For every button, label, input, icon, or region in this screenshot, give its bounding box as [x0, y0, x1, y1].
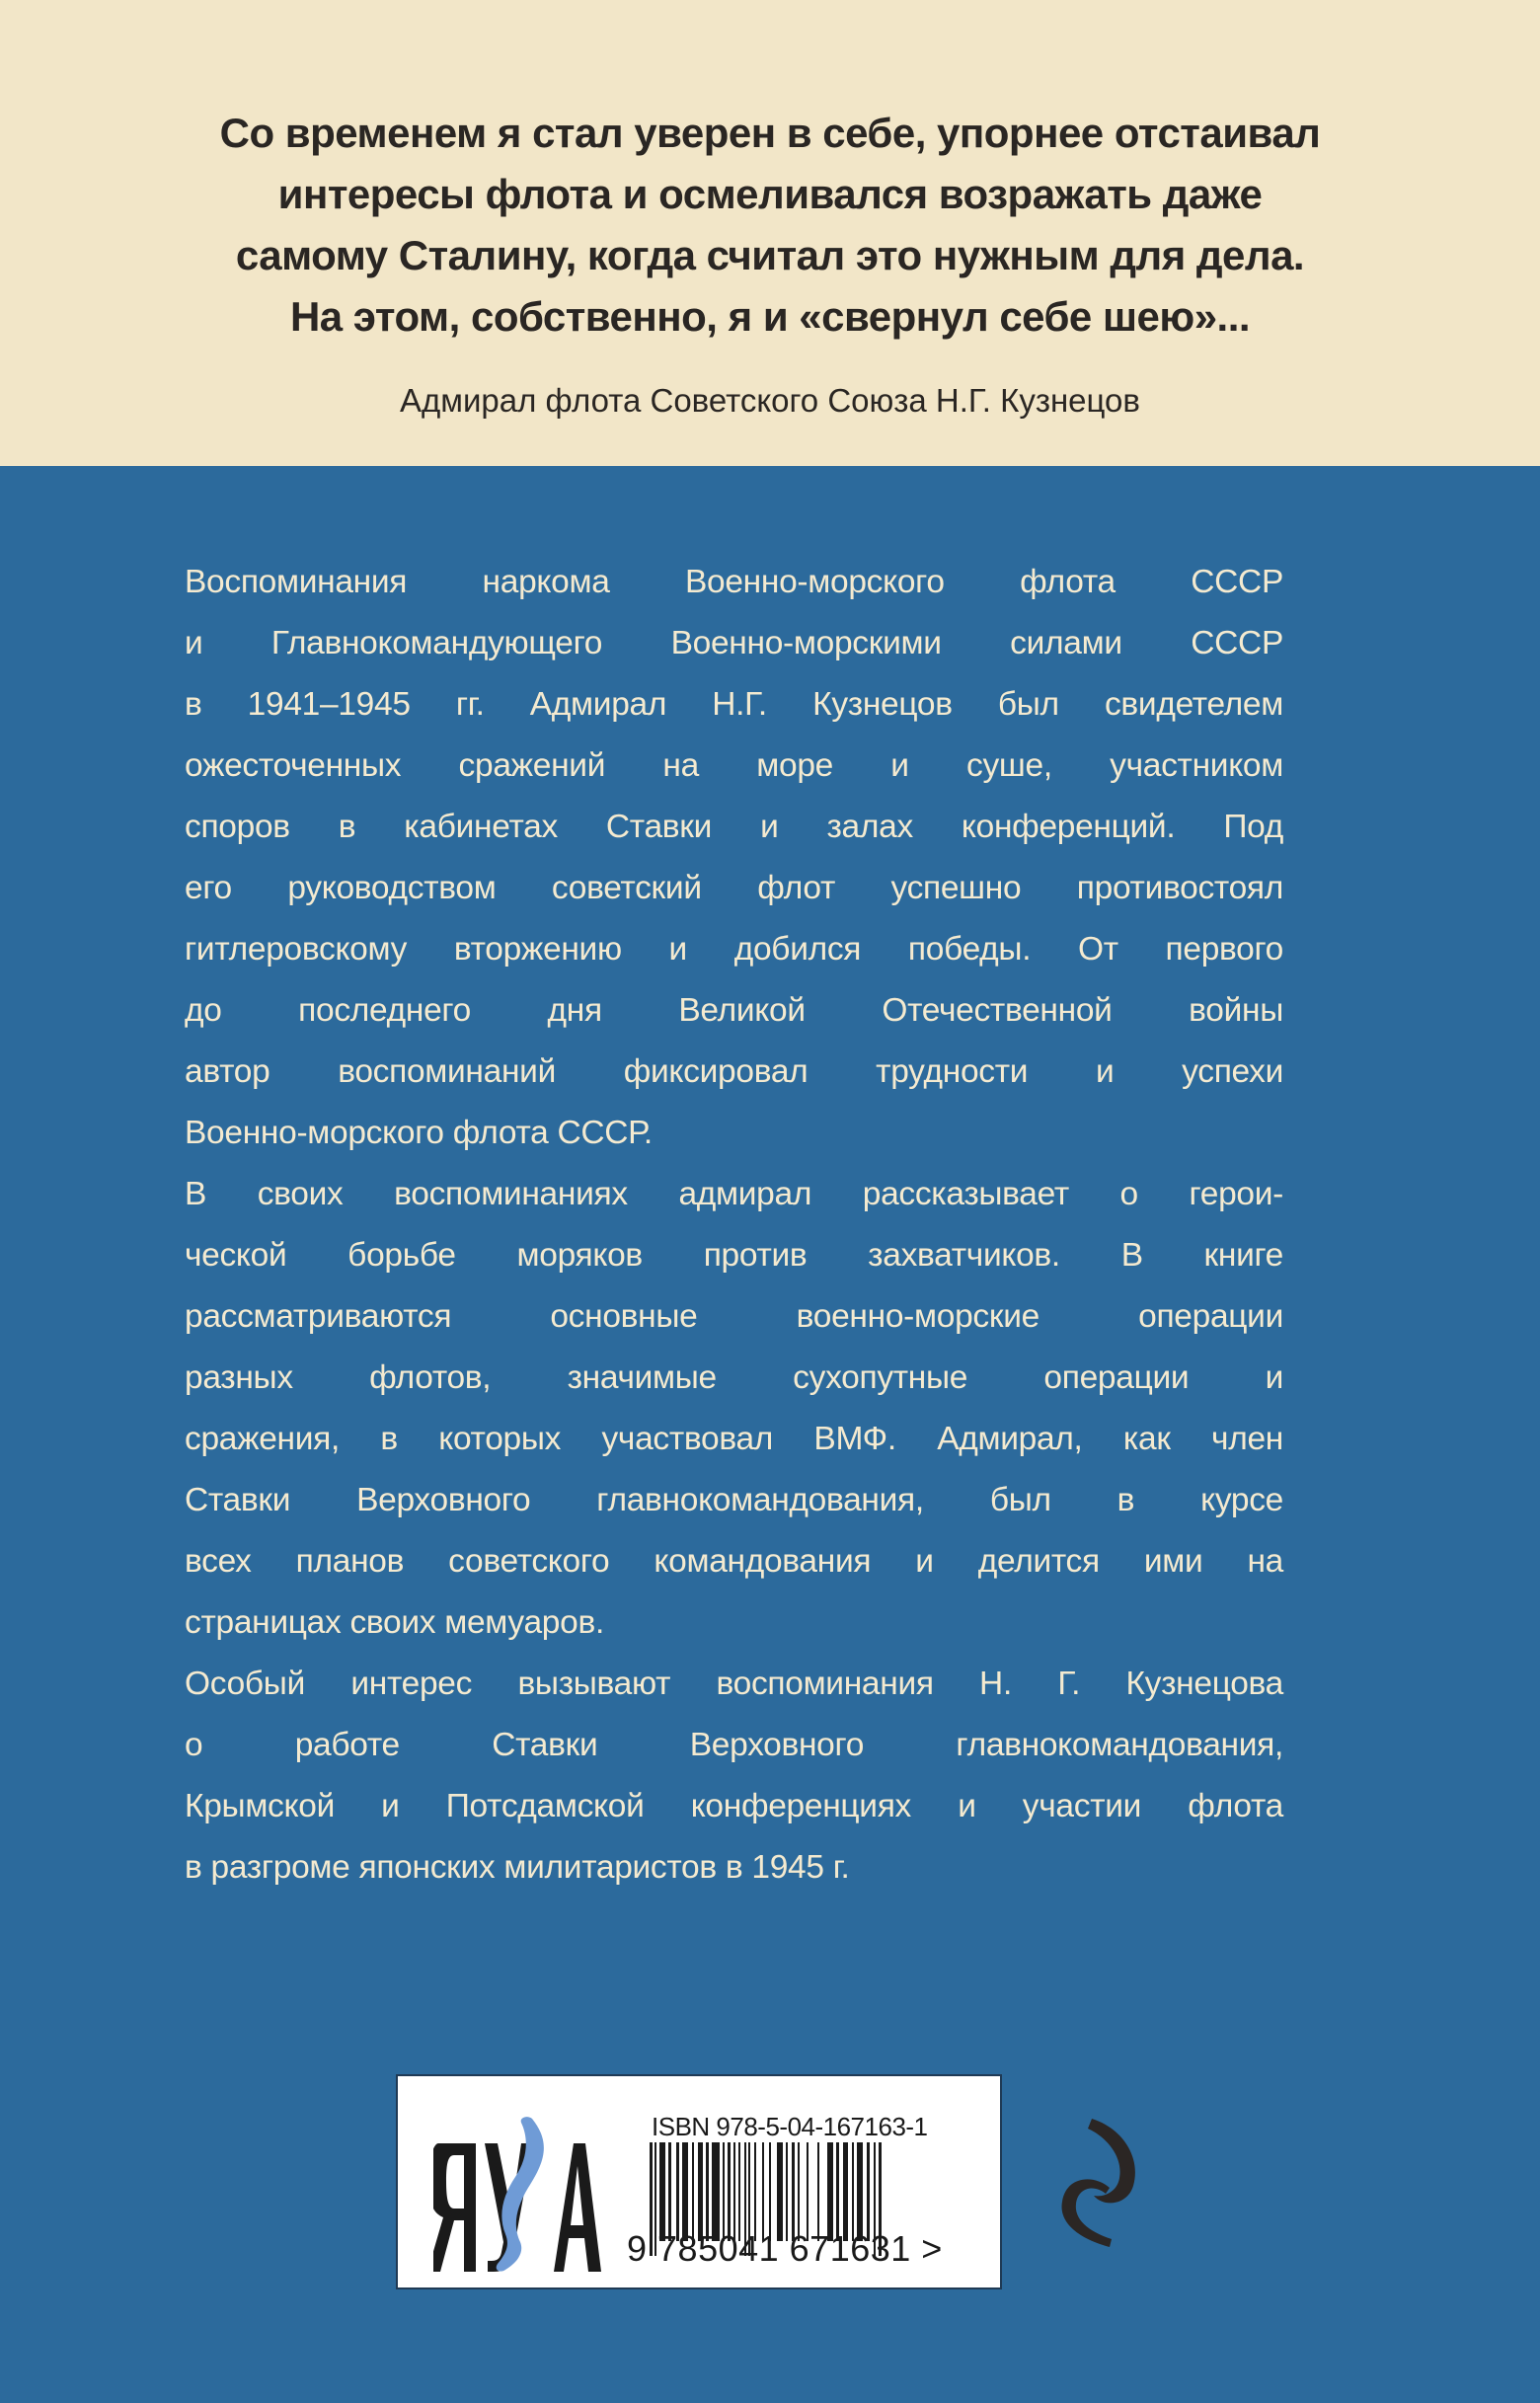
quote-line: самому Сталину, когда считал это нужным для дела.	[235, 232, 1305, 278]
blurb-line: до последнего дня Великой Отечественной войны	[185, 992, 1283, 1029]
blurb-line: разных флотов, значимые сухопутные операции и	[185, 1359, 1283, 1396]
blurb-line: в 1941–1945 гг. Адмирал Н.Г. Кузнецов был свидетелем	[185, 686, 1283, 723]
eksmo-logo-icon	[1054, 2109, 1148, 2252]
blurb-line: рассматриваются основные военно-морские операции	[185, 1298, 1283, 1335]
quote-line: интересы флота и осмеливался возражать даже	[277, 171, 1263, 217]
blurb-line: страницах своих мемуаров.	[185, 1604, 604, 1641]
blurb-line: Ставки Верховного главнокомандования, был в курсе	[185, 1482, 1283, 1518]
blurb-line: всех планов советского командования и делится ими на	[185, 1543, 1283, 1580]
blurb-line: о работе Ставки Верховного главнокомандования,	[185, 1727, 1283, 1763]
quote-line: Со временем я стал уверен в себе, упорнее отстаивал	[219, 110, 1321, 156]
blurb-line: Особый интерес вызывают воспоминания Н. Г. Кузнецова	[185, 1666, 1283, 1702]
blurb-line: В своих воспоминаниях адмирал рассказывает о герои-	[185, 1176, 1283, 1212]
blurb-line: сражения, в которых участвовал ВМФ. Адмирал, как член	[185, 1421, 1283, 1457]
blurb-line: гитлеровскому вторжению и добился победы. От первого	[185, 931, 1283, 968]
blurb-line: его руководством советский флот успешно противостоял	[185, 870, 1283, 906]
quote-band	[0, 0, 1540, 466]
blurb-line: и Главнокомандующего Военно-морскими силами СССР	[185, 625, 1283, 661]
barcode-digits: 9 785041 671631 >	[627, 2228, 943, 2269]
yuza-logo-icon	[433, 2114, 601, 2272]
blurb-line: Военно-морского флота СССР.	[185, 1115, 653, 1151]
isbn-label: ISBN 978-5-04-167163-1	[652, 2112, 928, 2141]
blurb-line: Воспоминания наркома Военно-морского флота СССР	[185, 564, 1283, 600]
quote-attribution: Адмирал флота Советского Союза Н.Г. Кузнецов	[400, 382, 1140, 419]
blurb-line: Крымской и Потсдамской конференциях и участии флота	[185, 1788, 1283, 1824]
barcode-panel	[396, 2074, 1002, 2289]
blurb-line: ожесточенных сражений на море и суше, участником	[185, 747, 1283, 784]
blurb-line: ческой борьбе моряков против захватчиков. В книге	[185, 1237, 1283, 1274]
blurb-line: в разгроме японских милитаристов в 1945 г.	[185, 1849, 850, 1886]
quote-line: На этом, собственно, я и «свернул себе шею»...	[289, 293, 1251, 340]
blurb-line: споров в кабинетах Ставки и залах конференций. Под	[185, 809, 1283, 845]
blurb-line: автор воспоминаний фиксировал трудности и успехи	[185, 1053, 1283, 1090]
